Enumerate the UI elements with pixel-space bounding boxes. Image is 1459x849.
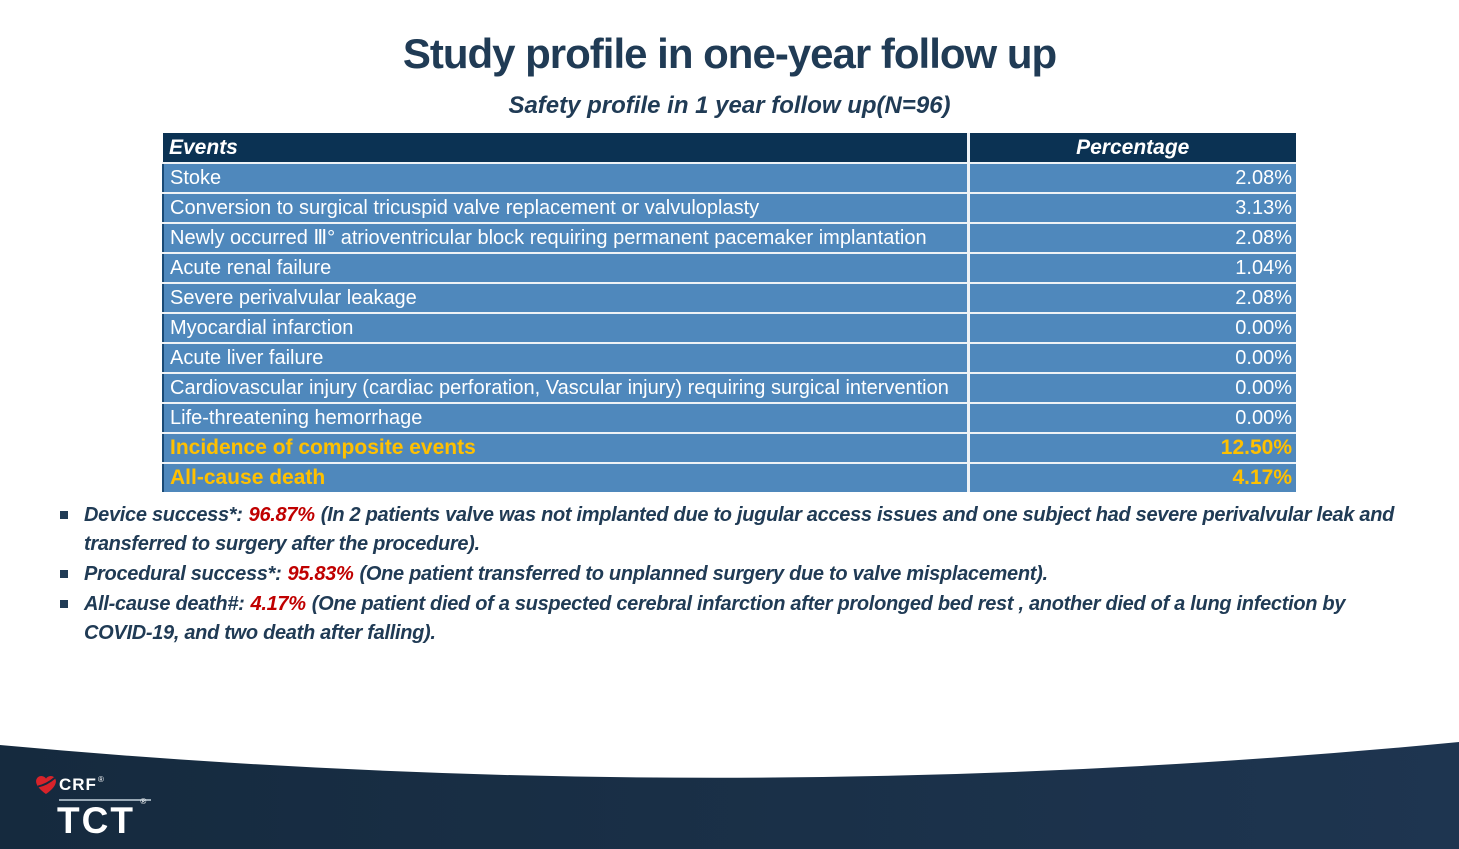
note-value: 96.87% — [248, 504, 315, 526]
percentage-cell: 12.50% — [968, 433, 1296, 463]
table-row — [163, 193, 1296, 223]
note-text: (One patient died of a suspected cerebral infarction after prolonged bed rest , another died of a lung infection by COVID-19, and two death after falling). — [84, 593, 1346, 644]
percentage-cell: 3.13% — [968, 193, 1296, 223]
table-row — [163, 433, 1296, 463]
safety-table — [162, 133, 1296, 492]
page-title: Study profile in one-year follow up — [402, 30, 1057, 77]
bullet-square-icon — [60, 511, 68, 519]
percentage-cell: 1.04% — [968, 253, 1296, 283]
table-row — [163, 403, 1296, 433]
subtitle: Safety profile in 1 year follow up(N=96) — [508, 92, 951, 119]
note-item — [58, 501, 1406, 559]
percentage-cell: 0.00% — [968, 343, 1296, 373]
event-cell: Acute liver failure — [163, 343, 968, 373]
event-cell: Life-threatening hemorrhage — [163, 403, 968, 433]
footer-wave — [0, 735, 1459, 849]
tct-label: TCT — [57, 800, 135, 841]
crf-registered-mark: ® — [97, 774, 104, 784]
note-item — [58, 560, 1406, 589]
percentage-cell: 0.00% — [968, 403, 1296, 433]
table-row — [163, 253, 1296, 283]
event-cell: Cardiovascular injury (cardiac perforation, Vascular injury) requiring surgical intervention — [163, 373, 968, 403]
event-cell: Incidence of composite events — [163, 433, 968, 463]
percentage-cell: 4.17% — [968, 463, 1296, 492]
note-label: Device success*: — [84, 504, 243, 526]
table-row — [163, 463, 1296, 492]
table-row — [163, 313, 1296, 343]
event-cell: Myocardial infarction — [163, 313, 968, 343]
header-row — [163, 133, 1296, 163]
slide — [0, 30, 1459, 849]
note-label: All-cause death#: — [84, 593, 245, 615]
percentage-cell: 0.00% — [968, 313, 1296, 343]
table-row — [163, 163, 1296, 193]
events-column-header: Events — [163, 133, 968, 163]
event-cell: Conversion to surgical tricuspid valve replacement or valvuloplasty — [163, 193, 968, 223]
note-text: (In 2 patients valve was not implanted due to jugular access issues and one subject had severe perivalvular leak and transferred to surgery after the procedure). — [84, 504, 1395, 555]
event-cell: Severe perivalvular leakage — [163, 283, 968, 313]
event-cell: Acute renal failure — [163, 253, 968, 283]
note-label: Procedural success*: — [84, 563, 282, 585]
event-cell: Stoke — [163, 163, 968, 193]
percentage-cell: 2.08% — [968, 223, 1296, 253]
percentage-cell: 2.08% — [968, 283, 1296, 313]
percentage-cell: 2.08% — [968, 163, 1296, 193]
event-cell: Newly occurred Ⅲ° atrioventricular block requiring permanent pacemaker implantation — [163, 223, 968, 253]
note-value: 4.17% — [250, 593, 306, 615]
percentage-column-header: Percentage — [968, 133, 1296, 163]
bullet-square-icon — [60, 570, 68, 578]
note-value: 95.83% — [287, 563, 354, 585]
table-row — [163, 343, 1296, 373]
safety-table-header — [163, 133, 1296, 163]
crf-label: CRF — [59, 775, 97, 794]
notes-list — [58, 501, 1459, 648]
crf-row — [36, 775, 151, 795]
tct-row — [57, 797, 151, 841]
note-item — [58, 590, 1406, 648]
note-text: (One patient transferred to unplanned surgery due to valve misplacement). — [359, 563, 1048, 585]
bullet-square-icon — [60, 600, 68, 608]
tct-registered-mark: ® — [140, 797, 147, 806]
table-row — [163, 373, 1296, 403]
table-row — [163, 283, 1296, 313]
percentage-cell: 0.00% — [968, 373, 1296, 403]
crf-heart-icon — [36, 776, 56, 794]
table-row — [163, 223, 1296, 253]
event-cell: All-cause death — [163, 463, 968, 492]
crf-tct-logo — [36, 775, 151, 839]
safety-table-body — [163, 163, 1296, 492]
